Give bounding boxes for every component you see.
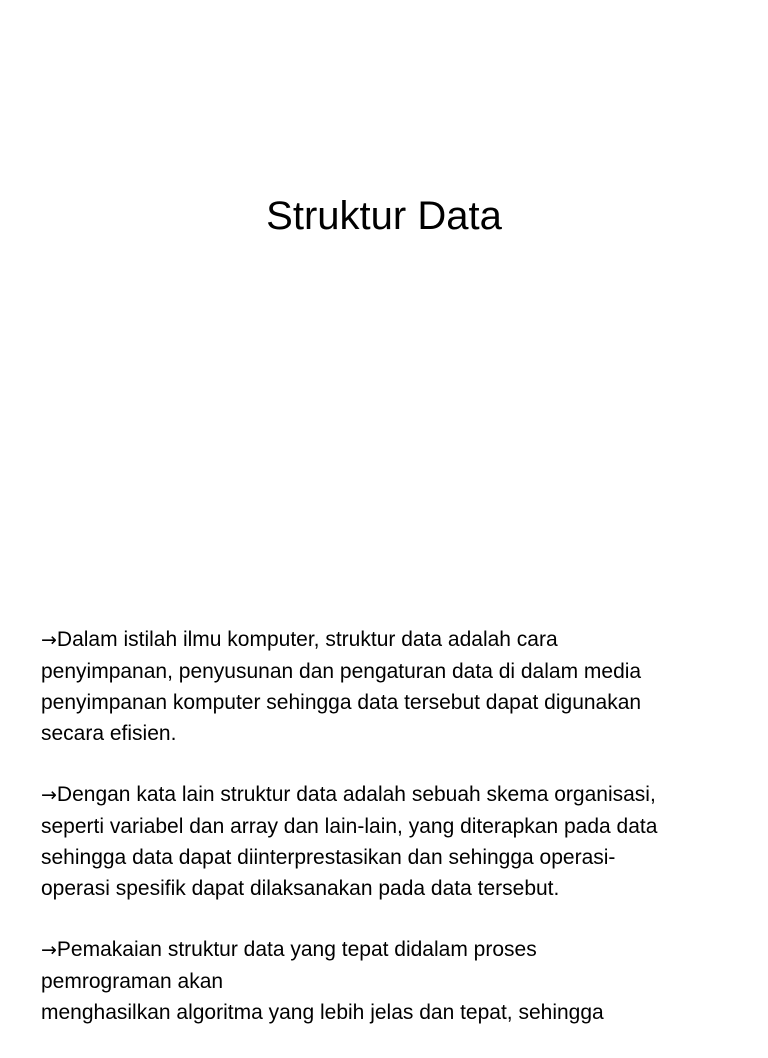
slide-body [41, 624, 741, 1058]
paragraph-line: seperti variabel dan array dan lain-lain, yang diterapkan pada data [41, 815, 658, 838]
paragraph-line: penyimpanan, penyusunan dan pengaturan data di dalam media [41, 660, 642, 683]
paragraph-line: pemrograman akan [41, 970, 224, 993]
paragraph-line: sehingga data dapat diinterprestasikan dan sehingga operasi- [41, 846, 616, 869]
paragraph-definition [41, 624, 741, 749]
arrow-right-icon: → [41, 629, 57, 651]
paragraph-line: →Pemakaian struktur data yang tepat didalam proses [41, 938, 537, 961]
arrow-right-icon: → [41, 939, 57, 961]
paragraph-line: secara efisien. [41, 722, 177, 745]
paragraph-line: →Dengan kata lain struktur data adalah sebuah skema organisasi, [41, 783, 656, 806]
paragraph-usage [41, 934, 741, 1028]
slide-title: Struktur Data [266, 194, 502, 238]
paragraph-line: operasi spesifik dapat dilaksanakan pada data tersebut. [41, 877, 560, 900]
paragraph-line: penyimpanan komputer sehingga data tersebut dapat digunakan [41, 691, 642, 714]
paragraph-organization [41, 779, 741, 904]
arrow-right-icon: → [41, 784, 57, 806]
paragraph-line: →Dalam istilah ilmu komputer, struktur data adalah cara [41, 628, 558, 651]
paragraph-line: menghasilkan algoritma yang lebih jelas dan tepat, sehingga [41, 1001, 604, 1024]
